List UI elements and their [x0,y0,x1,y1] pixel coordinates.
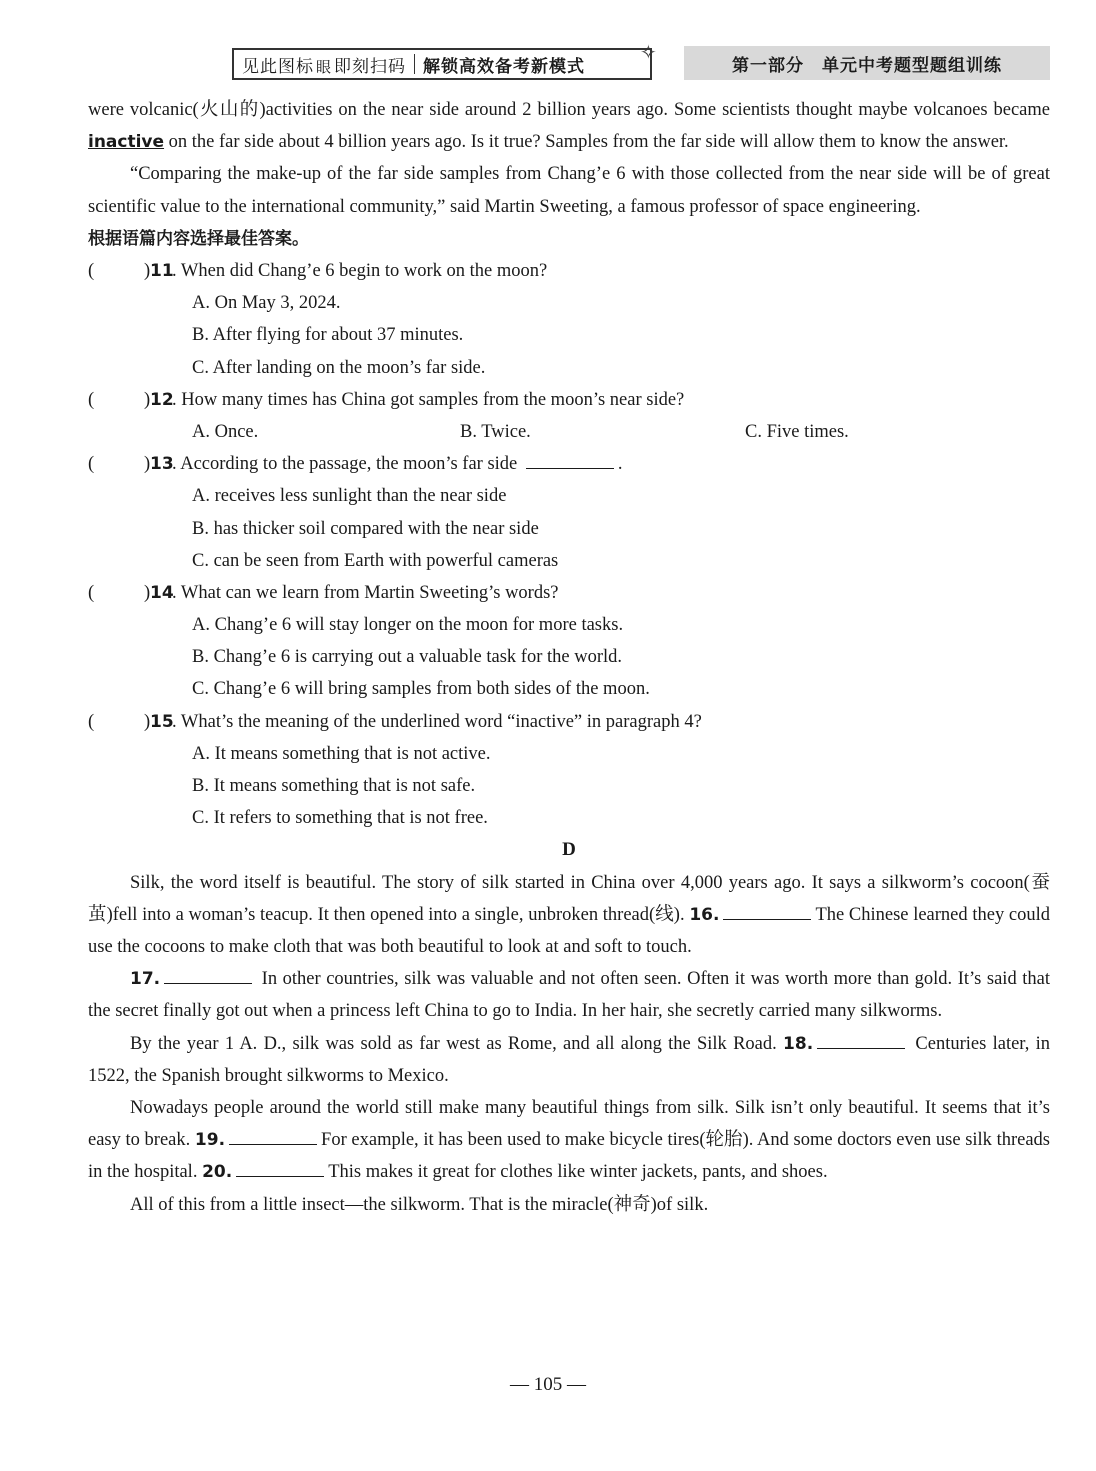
option-a: A. Chang’e 6 will stay longer on the moon for more tasks. [192,615,624,636]
answer-blank-16 [723,901,811,920]
text-span: In other countries, silk was valuable and not often seen. Often it was worth more than gold. It’s said that the secret finally got out when a princess left China to go to India. In her hair, she secretly carried many silkworms. [88,969,1050,1022]
option-c: C. can be seen from Earth with powerful cameras [192,550,559,571]
banner-divider [414,54,415,74]
scan-prompt [234,52,406,77]
answer-blank-17 [164,965,252,984]
option-a: A. receives less sunlight than the near side [192,486,507,507]
answer-paren-left: ( [88,261,95,282]
question-number: 11 [150,261,174,282]
blank-number-16: 16. [689,904,720,925]
question-number: 12 [150,389,174,410]
text-span: on the far side about 4 billion years ago. Is it true? Samples from the far side will allow them to know the answer. [164,132,1009,153]
option-c: C. After landing on the moon’s far side. [192,357,486,378]
answer-paren-left: ( [88,582,95,603]
scan-banner [232,48,652,80]
text-span: The Chinese learned they could use the cocoons to make cloth that was both beautiful to look at and soft to touch. [88,904,1050,957]
passage-d-paragraph-5: All of this from a little insect—the silkworm. That is the miracle(神奇)of silk. [130,1194,709,1215]
answer-paren-right: ) [144,454,151,475]
text-span: This makes it great for clothes like winter jackets, pants, and shoes. [328,1162,828,1183]
section-title: 第一部分 单元中考题型题组训练 [684,46,1050,80]
option-c: C. It refers to something that is not free. [192,808,488,829]
answer-paren-left: ( [88,389,95,410]
answer-paren-right: ) [144,261,151,282]
options-row [88,416,1050,448]
answer-paren-left: ( [88,454,95,475]
passage-d-paragraph-2 [88,963,1050,1027]
question-12 [88,384,1050,416]
answer-paren-right: ) [144,711,151,732]
blank-number-20: 20. [202,1162,233,1183]
question-stem: . What can we learn from Martin Sweeting’s words? [172,582,559,603]
instruction: 根据语篇内容选择最佳答案。 [88,228,309,249]
passage-c-paragraph-2: “Comparing the make-up of the far side samples from Chang’e 6 with those collected from the near side will be of great scientific value to the international community,” said Martin Sweeting, a famous professor of space engineering. [88,164,1050,217]
answer-paren-right: ) [144,389,151,410]
option-b: B. It means something that is not safe. [192,776,476,797]
question-stem [172,448,623,480]
answer-paren-right: ) [144,582,151,603]
text-span: Nowadays people around the world still make many beautiful things from silk. Silk isn’t only beautiful. It seems that it’s easy to break. [88,1098,1050,1151]
option-a: A. On May 3, 2024. [192,293,341,314]
option-b: B. Chang’e 6 is carrying out a valuable task for the world. [192,647,623,668]
scan-prompt-text-b: 即刻扫码 [334,56,407,77]
page-content [88,94,1050,1221]
text-span: Centuries later, in 1522, the Spanish brought silkworms to Mexico. [88,1033,1050,1086]
option-b: B. Twice. [460,421,531,442]
question-stem: . What’s the meaning of the underlined word “inactive” in paragraph 4? [172,711,702,732]
question-stem: . How many times has China got samples from the moon’s near side? [172,389,685,410]
option-a: A. Once. [192,421,259,442]
text-span: By the year 1 A. D., silk was sold as far west as Rome, and all along the Silk Road. [130,1033,784,1054]
question-13 [88,448,1050,480]
passage-d-paragraph-3 [88,1028,1050,1092]
blank-number-17: 17. [130,969,161,990]
page-header [0,40,1096,84]
text-span: Silk, the word itself is beautiful. The story of silk started in China over 4,000 years ago. It says a silkworm’s cocoon(蚕茧)fell into a woman’s teacup. It then opened into a single, unbroken thread(线). [88,872,1050,925]
passage-c-paragraph-1 [88,94,1050,158]
text-span: . [617,454,623,475]
question-number: 13 [150,454,174,475]
blank-number-18: 18. [783,1033,814,1054]
scan-prompt-text-a: 见此图标 [242,56,314,77]
option-c: C. Five times. [745,421,849,442]
question-number: 14 [150,582,174,603]
option-c: C. Chang’e 6 will bring samples from both sides of the moon. [192,679,650,700]
text-span: were volcanic(火山的)activities on the near side around 2 billion years ago. Some scientists thought maybe volcanoes became [88,100,1050,120]
text-span: . According to the passage, the moon’s far side [172,454,522,475]
option-b: B. After flying for about 37 minutes. [192,325,464,346]
underlined-word: inactive [88,132,165,153]
question-14 [88,577,1050,609]
question-15 [88,706,1050,738]
answer-blank-20 [236,1158,324,1177]
blank-number-19: 19. [194,1130,226,1151]
answer-paren-left: ( [88,711,95,732]
text-span: For example, it has been used to make bicycle tires(轮胎). And some doctors even use silk threads in the hospital. [88,1130,1050,1183]
section-d-title: D [562,839,576,861]
option-b: B. has thicker soil compared with the near side [192,518,539,539]
question-number: 15 [150,711,174,732]
answer-blank-18 [817,1030,905,1049]
sparkle-icon: ✧ [640,42,657,64]
question-stem: . When did Chang’e 6 begin to work on the moon? [172,261,548,282]
answer-blank [526,450,614,469]
passage-d-paragraph-1 [88,867,1050,964]
page-number: — 105 — [510,1374,586,1395]
eye-scan-icon: 眼 [316,57,333,76]
passage-d-paragraph-4 [88,1092,1050,1189]
answer-blank-19 [229,1126,317,1145]
option-a: A. It means something that is not active. [192,743,491,764]
banner-slogan: 解锁高效备考新模式 [423,56,586,77]
question-11 [88,255,1050,287]
